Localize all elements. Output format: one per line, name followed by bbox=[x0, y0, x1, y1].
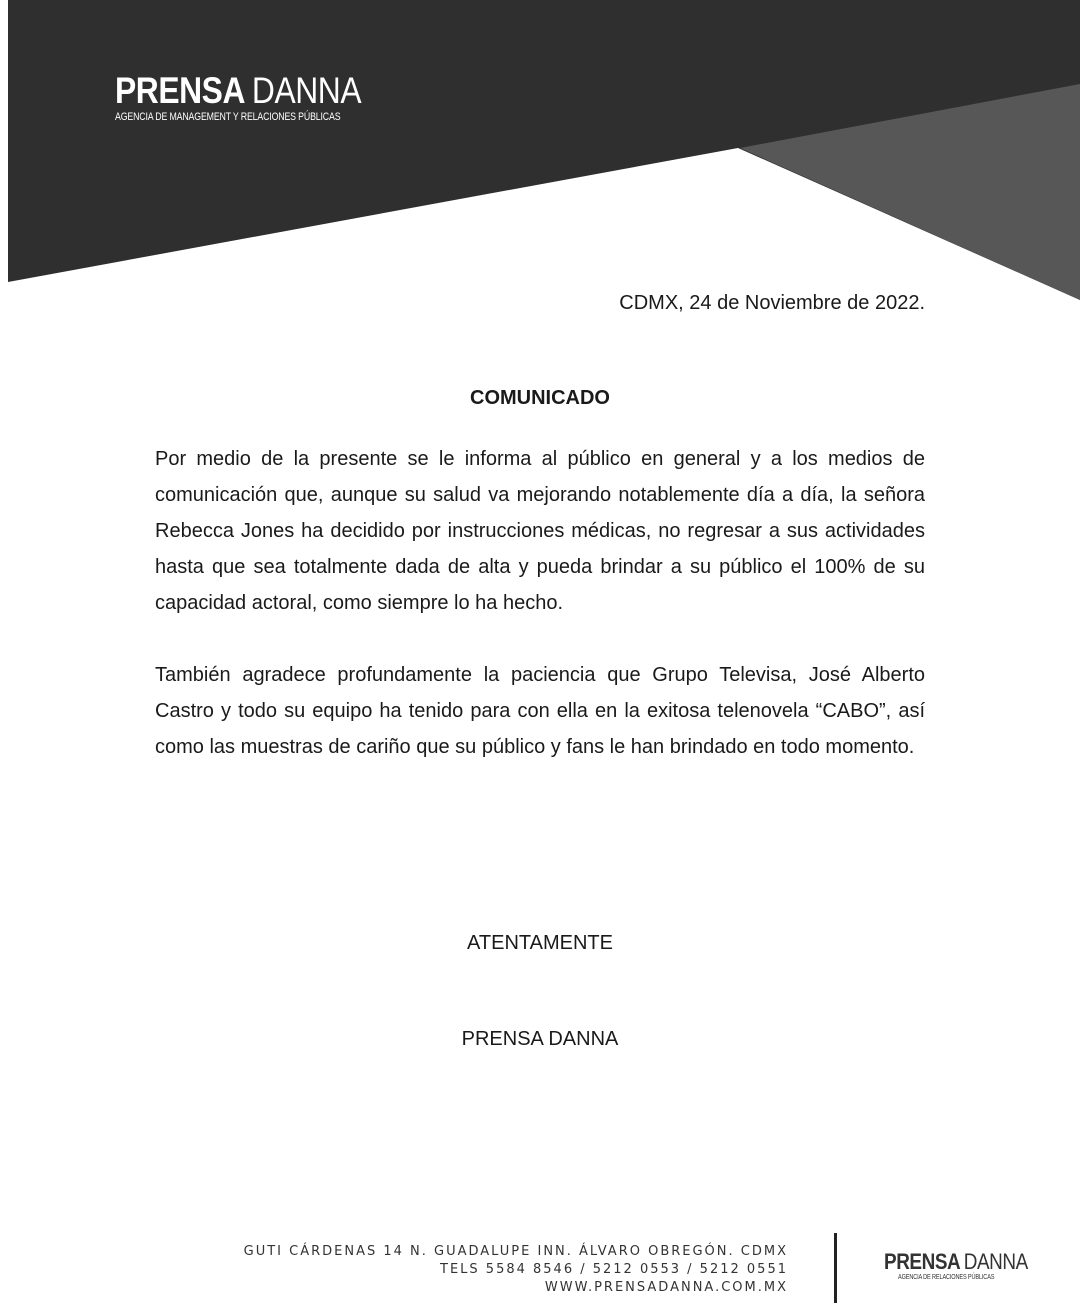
logo-brand-bold: PRENSA bbox=[115, 70, 246, 111]
footer-address-line: GUTI CÁRDENAS 14 N. GUADALUPE INN. ÁLVARO OBREGÓN. CDMX bbox=[243, 1244, 788, 1259]
footer-logo-brand-bold: PRENSA bbox=[884, 1249, 961, 1274]
footer-contact bbox=[244, 1243, 788, 1297]
footer-logo bbox=[884, 1251, 1051, 1281]
signature: PRENSA DANNA bbox=[461, 1028, 619, 1050]
footer-divider bbox=[834, 1233, 837, 1303]
body-paragraph-1: Por medio de la presente se le informa al público en general y a los medios de comunicación que, aunque su salud va mejorando notablemente día a día, la señora Rebecca Jones ha decidido por instrucciones médicas, no regresar a sus actividades hasta que sea totalmente dada de alta y pueda brindar a su público el 100% de su capacidad actoral, como siempre lo ha hecho. bbox=[155, 448, 925, 614]
logo-brand-light: DANNA bbox=[251, 70, 362, 111]
letter-date: CDMX, 24 de Noviembre de 2022. bbox=[619, 292, 925, 314]
footer-logo-brand-light: DANNA bbox=[963, 1249, 1028, 1274]
footer-phones-line: TELS 5584 8546 / 5212 0553 / 5212 0551 bbox=[440, 1262, 788, 1277]
body-paragraph-2: También agradece profundamente la paciencia que Grupo Televisa, José Alberto Castro y todo su equipo ha tenido para con ella en la exitosa telenovela “CABO”, así como las muestras de cariño que su público y fans le han brindado en todo momento. bbox=[155, 664, 925, 758]
logo-wordmark bbox=[115, 72, 361, 110]
logo-tagline: AGENCIA DE MANAGEMENT Y RELACIONES PÚBLICAS bbox=[115, 111, 341, 123]
letter-title: COMUNICADO bbox=[470, 387, 610, 409]
closing-phrase: ATENTAMENTE bbox=[467, 932, 613, 954]
letterhead-header-background bbox=[0, 0, 1080, 300]
footer-logo-wordmark bbox=[884, 1251, 1028, 1273]
letterhead-logo bbox=[115, 72, 401, 123]
footer-logo-tagline: AGENCIA DE RELACIONES PÚBLICAS bbox=[898, 1274, 995, 1281]
footer-website-line: WWW.PRENSADANNA.COM.MX bbox=[544, 1280, 788, 1295]
